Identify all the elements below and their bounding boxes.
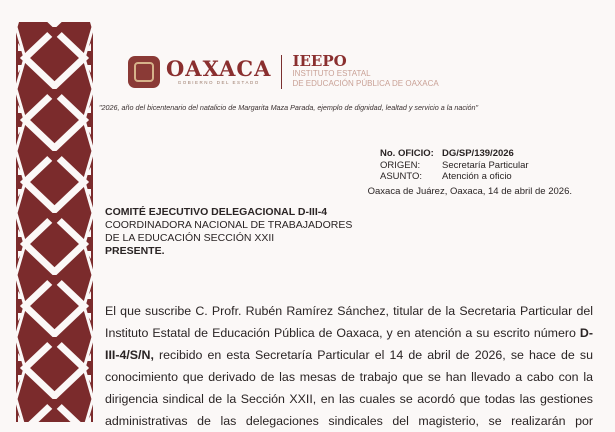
body-intro: El que suscribe C. Profr. Rubén Ramírez Sánchez, titular de la Secretaria Particular del Instituto Estatal de Educación Pública de Oaxaca, y en atención a su escrito número (105, 304, 593, 340)
oficio-value: DG/SP/139/2026 (442, 148, 514, 159)
ieepo-line2: DE EDUCACIÓN PÚBLICA DE OAXACA (292, 79, 439, 88)
logo-divider (281, 55, 282, 89)
oaxaca-seal-icon (128, 56, 160, 88)
addressee-line3: DE LA EDUCACIÓN SECCIÓN XXII (105, 232, 275, 244)
oaxaca-logo-subtitle: GOBIERNO DEL ESTADO (177, 80, 260, 85)
addressee (105, 206, 352, 258)
body-paragraph (105, 300, 593, 432)
origen-value: Secretaría Particular (442, 159, 529, 171)
asunto-value: Atención a oficio (442, 171, 512, 182)
letter-body (105, 300, 593, 432)
asunto-label: ASUNTO: (380, 171, 423, 182)
ieepo-logo (292, 54, 438, 89)
origen-label: ORIGEN: (380, 159, 421, 171)
reference-number: D-III-4/S/N, (105, 326, 593, 362)
place-date: Oaxaca de Juárez, Oaxaca, 14 de abril de 2026. (367, 186, 572, 197)
year-motto: "2026, año del bicentenario del natalicio de Margarita Maza Parada, ejemplo de dignidad, lealtad y servicio a la nación" (99, 103, 479, 112)
oaxaca-logo (166, 58, 271, 85)
oaxaca-logo-text: OAXACA (166, 56, 272, 81)
document-metadata (380, 148, 529, 183)
addressee-line1: COMITÉ EJECUTIVO DELEGACIONAL D-III-4 (105, 206, 328, 218)
addressee-line2: COORDINADORA NACIONAL DE TRABAJADORES (105, 219, 353, 231)
header-logos (128, 54, 439, 89)
oficio-label: No. OFICIO: (380, 148, 434, 159)
ieepo-title: IEEPO (292, 52, 347, 70)
decorative-border-pattern (16, 22, 93, 422)
ieepo-line1: INSTITUTO ESTATAL (292, 69, 371, 78)
body-rest: recibido en esta Secretaría Particular el 14 de abril de 2026, se hace de su conocimiento que derivado de las mesas de trabajo que se han llevado a cabo con la dirigencia sindical de la Sección XXII, en las cuales se acordó que todas las gestiones administrativas de las delegaciones sindicales del magisterio, se realizarán por (105, 348, 593, 428)
addressee-line4: PRESENTE. (105, 245, 165, 257)
